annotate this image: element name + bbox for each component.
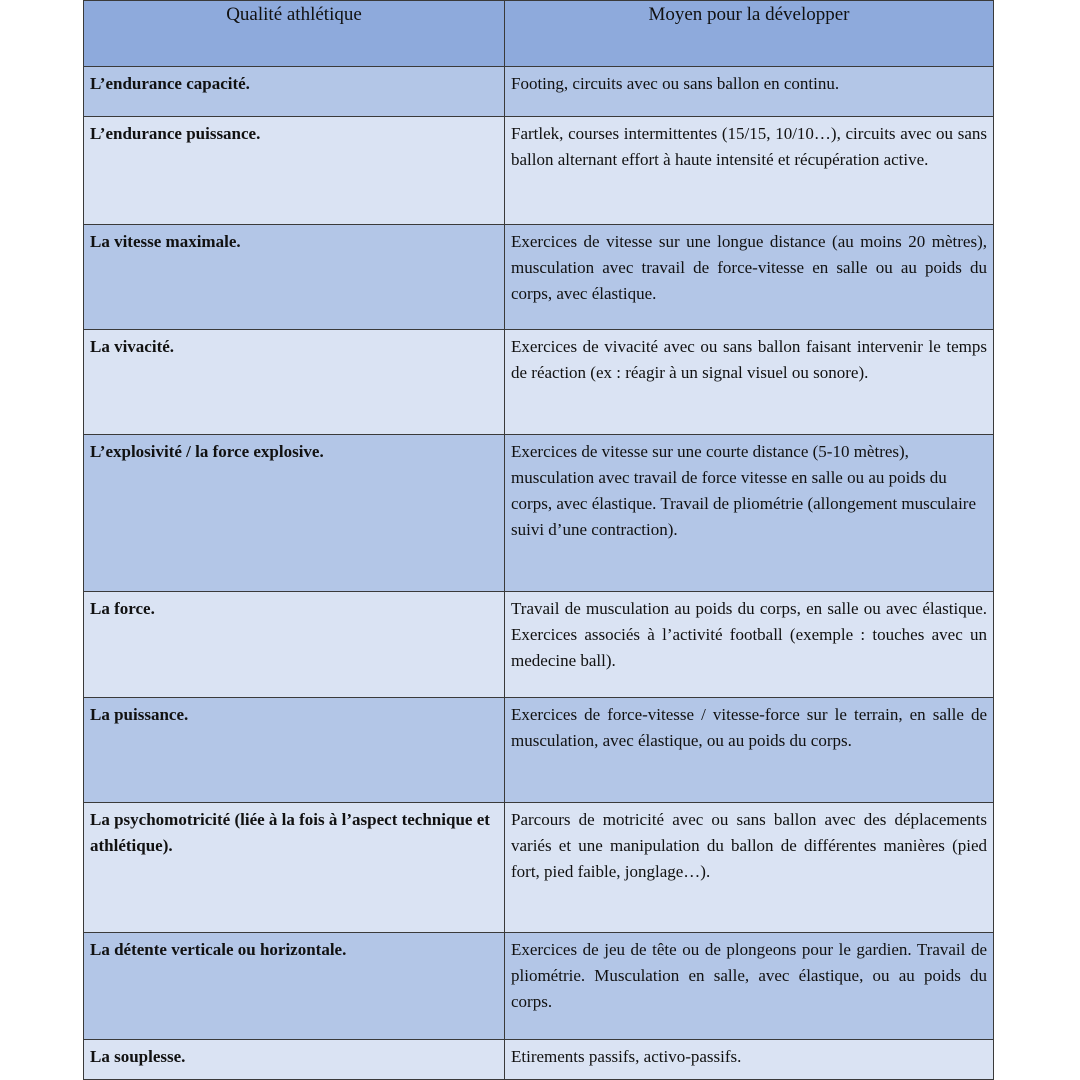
means-cell: Exercices de vivacité avec ou sans ballon faisant intervenir le temps de réaction (ex : réagir à un signal visuel ou sonore). [505, 330, 994, 435]
table-row [84, 330, 994, 435]
quality-cell: La souplesse. [84, 1040, 505, 1080]
means-cell: Exercices de vitesse sur une courte distance (5-10 mètres), musculation avec travail de force vitesse en salle ou au poids du corps, avec élastique. Travail de pliométrie (allongement musculaire suivi d’une contraction). [505, 435, 994, 592]
means-cell: Footing, circuits avec ou sans ballon en continu. [505, 67, 994, 117]
header-means: Moyen pour la développer [505, 1, 994, 67]
quality-cell: La vitesse maximale. [84, 225, 505, 330]
means-cell: Travail de musculation au poids du corps, en salle ou avec élastique. Exercices associés à l’activité football (exemple : touches avec un medecine ball). [505, 592, 994, 698]
quality-cell: La force. [84, 592, 505, 698]
table-row [84, 1040, 994, 1080]
means-cell: Etirements passifs, activo-passifs. [505, 1040, 994, 1080]
means-cell: Fartlek, courses intermittentes (15/15, 10/10…), circuits avec ou sans ballon alternant effort à haute intensité et récupération active. [505, 117, 994, 225]
quality-cell: La puissance. [84, 698, 505, 803]
table-row [84, 803, 994, 933]
means-cell: Parcours de motricité avec ou sans ballon avec des déplacements variés et une manipulation du ballon de différentes manières (pied fort, pied faible, jonglage…). [505, 803, 994, 933]
table-row [84, 592, 994, 698]
means-cell: Exercices de jeu de tête ou de plongeons pour le gardien. Travail de pliométrie. Musculation en salle, avec élastique, ou au poids du corps. [505, 933, 994, 1040]
header-quality: Qualité athlétique [84, 1, 505, 67]
table-row [84, 225, 994, 330]
quality-cell: L’endurance puissance. [84, 117, 505, 225]
quality-cell: L’explosivité / la force explosive. [84, 435, 505, 592]
table-row [84, 698, 994, 803]
means-cell: Exercices de vitesse sur une longue distance (au moins 20 mètres), musculation avec travail de force-vitesse en salle ou au poids du corps, avec élastique. [505, 225, 994, 330]
quality-cell: La psychomotricité (liée à la fois à l’aspect technique et athlétique). [84, 803, 505, 933]
quality-cell: L’endurance capacité. [84, 67, 505, 117]
table-row [84, 933, 994, 1040]
quality-cell: La vivacité. [84, 330, 505, 435]
athletic-qualities-table [83, 0, 994, 1080]
header-row [84, 1, 994, 67]
table-row [84, 117, 994, 225]
means-cell: Exercices de force-vitesse / vitesse-force sur le terrain, en salle de musculation, avec élastique, ou au poids du corps. [505, 698, 994, 803]
table-row [84, 67, 994, 117]
quality-cell: La détente verticale ou horizontale. [84, 933, 505, 1040]
table-row [84, 435, 994, 592]
